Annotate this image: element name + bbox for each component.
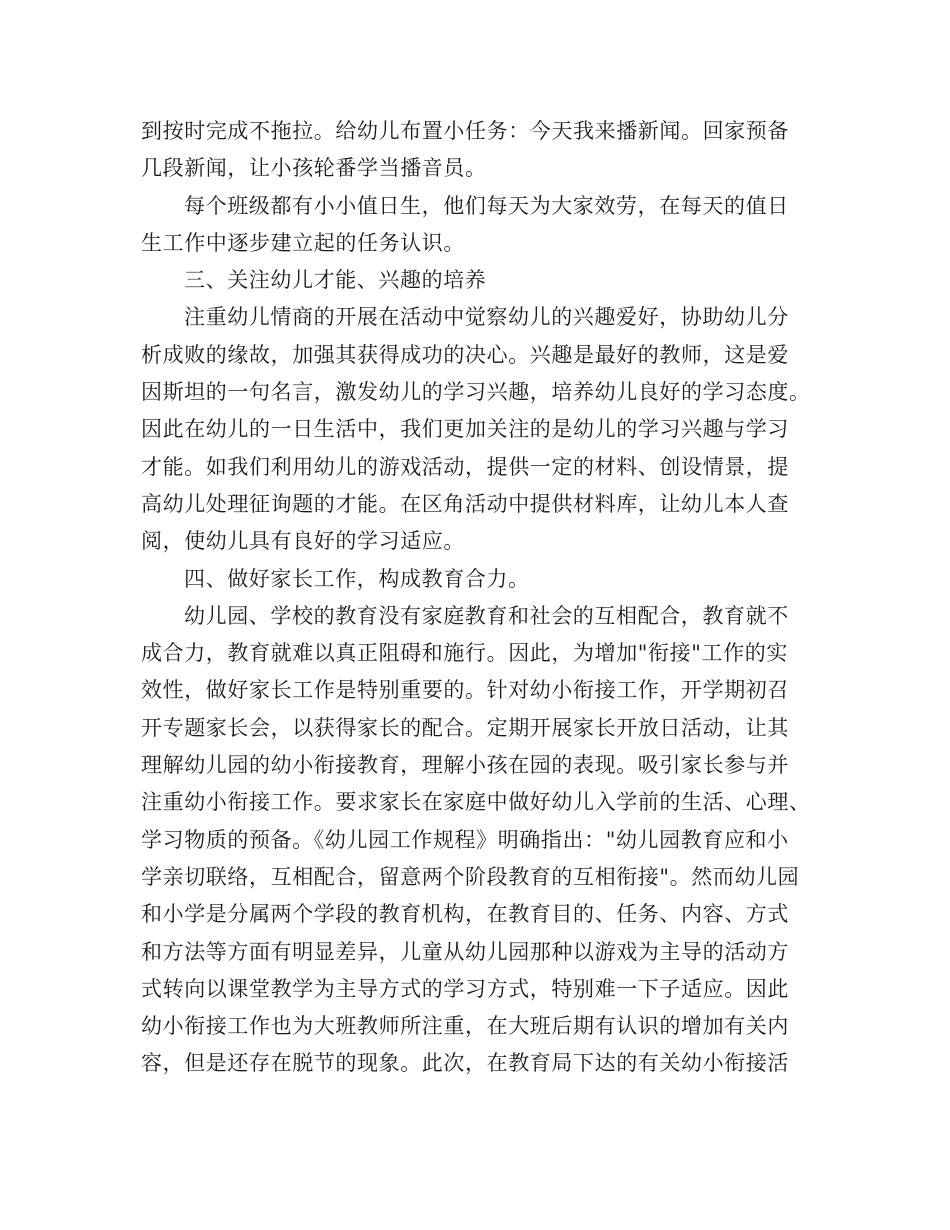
- text-line: 析成败的缘故，加强其获得成功的决心。兴趣是最好的教师，这是爱: [141, 342, 789, 367]
- section-heading: 四、做好家长工作，构成教育合力。: [184, 566, 530, 591]
- text-line: 式转向以课堂教学为主导方式的学习方式，特别难一下子适应。因此: [141, 976, 789, 1001]
- text-line: 容，但是还存在脱节的现象。此次，在教育局下达的有关幼小衔接活: [141, 1051, 789, 1076]
- text-line: 幼小衔接工作也为大班教师所注重，在大班后期有认识的增加有关内: [141, 1014, 789, 1039]
- text-line: 幼儿园、学校的教育没有家庭教育和社会的互相配合，教育就不: [184, 603, 789, 628]
- text-line: 每个班级都有小小值日生，他们每天为大家效劳，在每天的值日: [184, 193, 789, 218]
- section-heading: 三、关注幼儿才能、兴趣的培养: [184, 268, 487, 293]
- text-line: 成合力，教育就难以真正阻碍和施行。因此，为增加"衔接"工作的实: [141, 641, 788, 666]
- text-line: 和小学是分属两个学段的教育机构，在教育目的、任务、内容、方式: [141, 902, 789, 927]
- text-line: 学习物质的预备。《幼儿园工作规程》明确指出："幼儿园教育应和小: [141, 827, 789, 852]
- text-line: 注重幼小衔接工作。要求家长在家庭中做好幼儿入学前的生活、心理、: [141, 790, 811, 815]
- text-line: 高幼儿处理征询题的才能。在区角活动中提供材料库，让幼儿本人查: [141, 491, 789, 516]
- text-line: 到按时完成不拖拉。给幼儿布置小任务：今天我来播新闻。回家预备: [141, 119, 789, 143]
- text-line: 因斯坦的一句名言，激发幼儿的学习兴趣，培养幼儿良好的学习态度。: [141, 380, 811, 405]
- text-line: 才能。如我们利用幼儿的游戏活动，提供一定的材料、创设情景，提: [141, 454, 789, 479]
- text-line: 几段新闻，让小孩轮番学当播音员。: [141, 156, 487, 181]
- text-line: 理解幼儿园的幼小衔接教育，理解小孩在园的表现。吸引家长参与并: [141, 753, 789, 778]
- text-line: 学亲切联络，互相配合，留意两个阶段教育的互相衔接"。然而幼儿园: [141, 864, 800, 889]
- text-line: 效性，做好家长工作是特别重要的。针对幼小衔接工作，开学期初召: [141, 678, 789, 703]
- text-line: 开专题家长会，以获得家长的配合。定期开展家长开放日活动，让其: [141, 715, 789, 740]
- text-line: 和方法等方面有明显差异，儿童从幼儿园那种以游戏为主导的活动方: [141, 939, 789, 964]
- text-line: 因此在幼儿的一日生活中，我们更加关注的是幼儿的学习兴趣与学习: [141, 417, 789, 442]
- text-line: 生工作中逐步建立起的任务认识。: [141, 230, 465, 255]
- text-line: 注重幼儿情商的开展在活动中觉察幼儿的兴趣爱好，协助幼儿分: [184, 305, 789, 330]
- text-line: 阅，使幼儿具有良好的学习适应。: [141, 529, 465, 554]
- document-body: [141, 113, 813, 1083]
